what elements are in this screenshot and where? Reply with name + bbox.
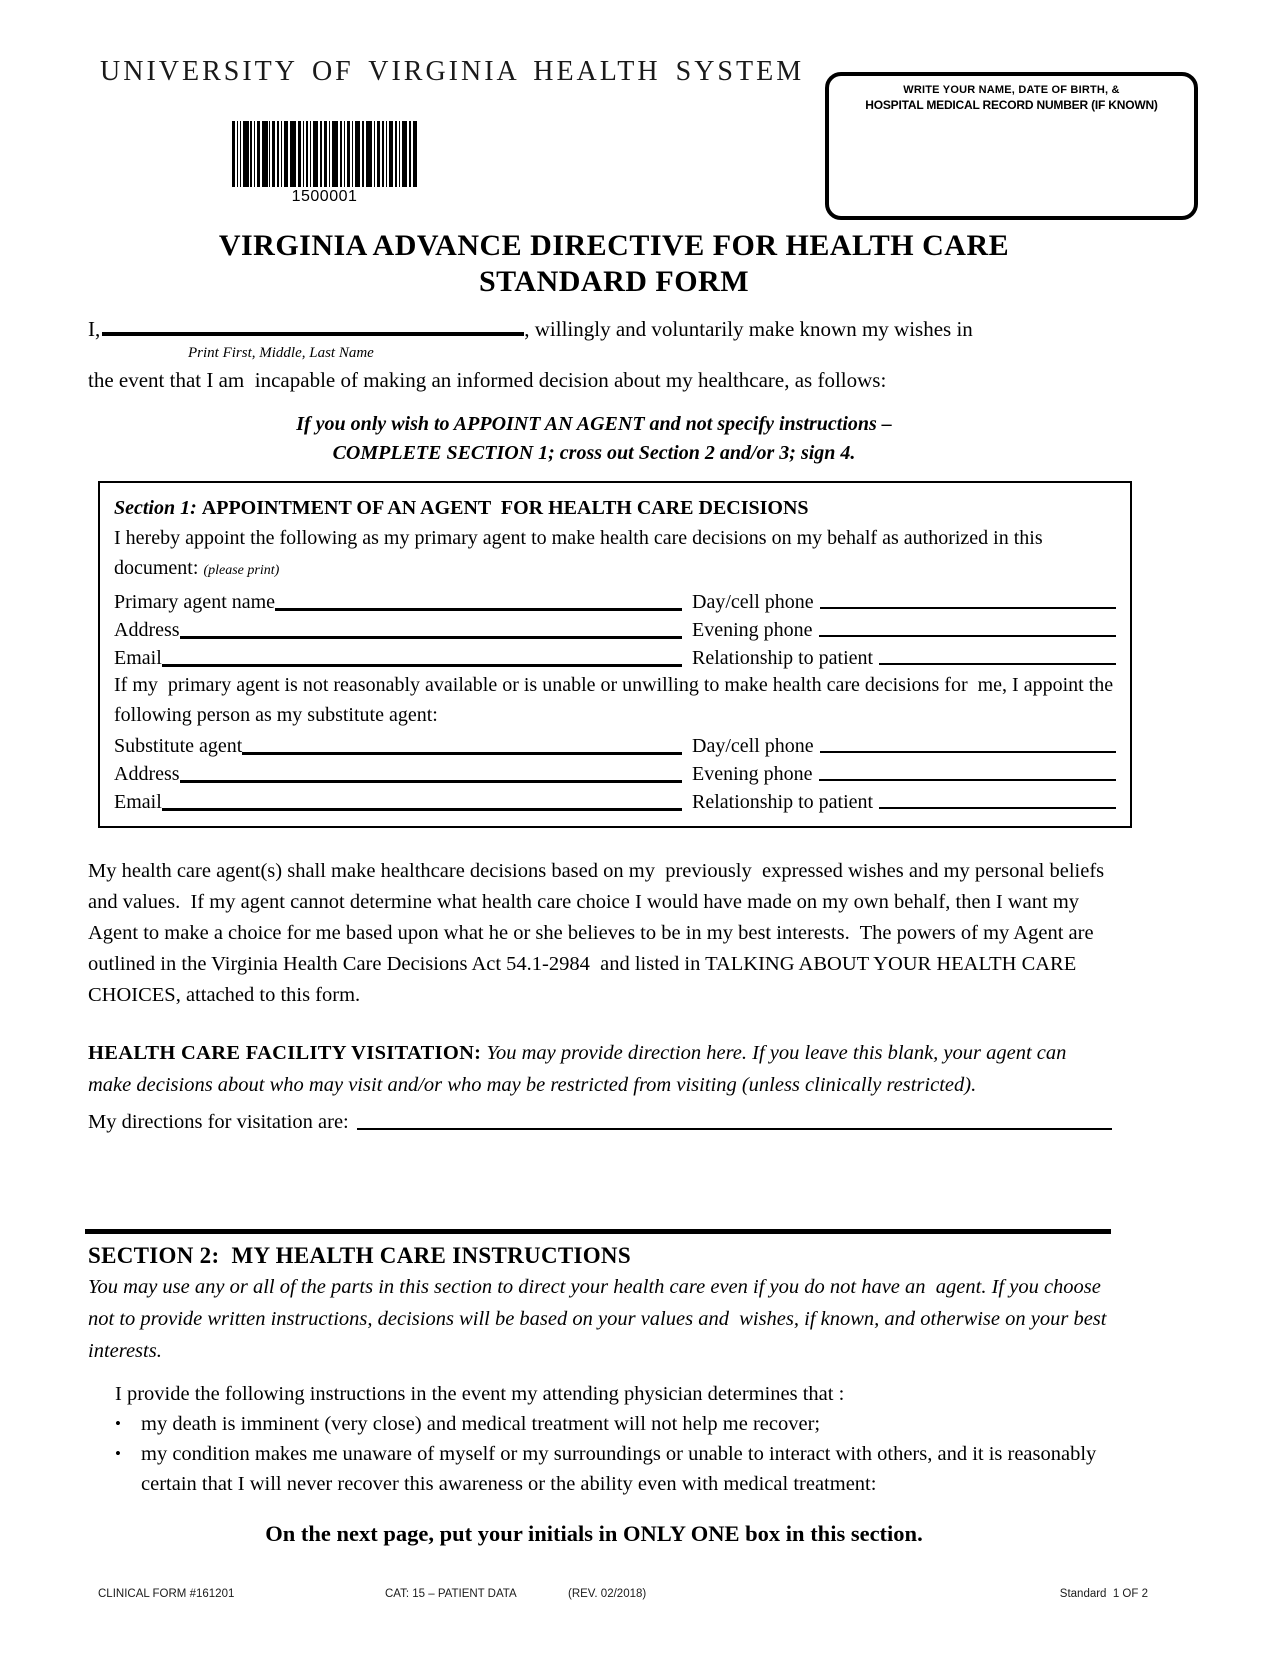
substitute-email-input-line[interactable] bbox=[162, 808, 682, 811]
footer-page-label: Standard 1 OF 2 bbox=[1059, 1588, 1148, 1600]
organization-name: UNIVERSITY OF VIRGINIA HEALTH SYSTEM bbox=[100, 56, 805, 87]
name-format-hint: Print First, Middle, Last Name bbox=[188, 345, 374, 361]
form-title bbox=[88, 228, 1140, 300]
patient-info-write-box[interactable] bbox=[825, 72, 1198, 220]
substitute-address-input-line[interactable] bbox=[180, 780, 682, 783]
footer-form-number: CLINICAL FORM #161201 bbox=[98, 1588, 235, 1600]
section2-heading: SECTION 2: MY HEALTH CARE INSTRUCTIONS bbox=[88, 1243, 631, 1268]
instruction-bullet-1-text: my death is imminent (very close) and medical treatment will not help me recover; bbox=[141, 1413, 821, 1435]
visitation-directions bbox=[88, 1111, 1112, 1134]
field-row-substitute-email bbox=[114, 786, 1116, 814]
declarant-statement bbox=[88, 317, 1140, 342]
bullet-icon: • bbox=[115, 1444, 121, 1463]
section1-heading-text: APPOINTMENT OF AN AGENT FOR HEALTH CARE DECISIONS bbox=[201, 497, 809, 519]
section1-intro-text: I hereby appoint the following as my primary agent to make health care decisions on my behalf as authorized in this document: bbox=[114, 527, 1048, 579]
instruction-bullet-2 bbox=[115, 1439, 1140, 1499]
substitute-agent-name-label: Substitute agent bbox=[114, 735, 243, 757]
primary-evening-phone-input-line[interactable] bbox=[819, 635, 1116, 637]
patient-box-label-line2: HOSPITAL MEDICAL RECORD NUMBER (IF KNOWN) bbox=[865, 98, 1158, 112]
substitute-relationship-label: Relationship to patient bbox=[692, 791, 874, 813]
page-header bbox=[0, 0, 1275, 228]
substitute-agent-intro: If my primary agent is not reasonably available or is unable or unwilling to make health care decisions for me, I appoint the following person as my substitute agent: bbox=[114, 674, 1119, 726]
declarant-statement-line2: the event that I am incapable of making an informed decision about my healthcare, as follows: bbox=[88, 368, 887, 392]
instruction-bullet-1 bbox=[115, 1409, 1140, 1439]
visitation-text: You may provide direction here. If you leave this blank, your agent can make decisions about who may visit and/or who may be restricted from visiting (unless clinically restricted). bbox=[88, 1042, 1072, 1096]
field-row-substitute-agent bbox=[114, 730, 1116, 758]
page-footer bbox=[0, 1588, 1275, 1608]
footer-revision: (REV. 02/2018) bbox=[568, 1588, 647, 1600]
field-row-primary-agent bbox=[114, 586, 1116, 614]
primary-evening-phone-label: Evening phone bbox=[692, 619, 813, 641]
next-page-note: On the next page, put your initials in ONLY ONE box in this section. bbox=[265, 1521, 923, 1546]
patient-box-label-line1: WRITE YOUR NAME, DATE OF BIRTH, & bbox=[903, 84, 1120, 96]
declarant-suffix: , willingly and voluntarily make known my wishes in bbox=[524, 317, 973, 341]
section2-intro: You may use any or all of the parts in this section to direct your health care even if you do not have an agent. If you choose not to provide written instructions, decisions will be based on your values and wishes, if known, and otherwise on your best interests. bbox=[88, 1276, 1112, 1362]
primary-day-cell-phone-input-line[interactable] bbox=[820, 607, 1116, 609]
substitute-relationship-input-line[interactable] bbox=[879, 807, 1116, 809]
footer-category: CAT: 15 – PATIENT DATA bbox=[385, 1588, 517, 1600]
agent-only-notice-line2: COMPLETE SECTION 1; cross out Section 2 and/or 3; sign 4. bbox=[332, 442, 856, 464]
facility-visitation-section bbox=[88, 1037, 1110, 1101]
bullet-icon: • bbox=[115, 1414, 121, 1433]
substitute-email-label: Email bbox=[114, 791, 162, 813]
substitute-address-label: Address bbox=[114, 763, 180, 785]
primary-relationship-label: Relationship to patient bbox=[692, 647, 874, 669]
agent-only-notice-line1: If you only wish to APPOINT AN AGENT and not specify instructions – bbox=[296, 413, 892, 435]
substitute-evening-phone-label: Evening phone bbox=[692, 763, 813, 785]
form-title-line2: STANDARD FORM bbox=[478, 265, 750, 298]
primary-day-cell-phone-label: Day/cell phone bbox=[692, 591, 814, 613]
barcode bbox=[232, 121, 417, 206]
visitation-directions-label: My directions for visitation are: bbox=[88, 1111, 349, 1133]
instruction-bullet-2-text: my condition makes me unaware of myself or my surroundings or unable to interact with others, and it is reasonably certain that I will never recover this awareness or the ability even with medical treatment: bbox=[141, 1443, 1097, 1495]
declarant-name-input-line[interactable] bbox=[102, 330, 524, 336]
barcode-image bbox=[232, 121, 417, 187]
section2-divider bbox=[85, 1229, 1111, 1234]
primary-agent-name-label: Primary agent name bbox=[114, 591, 276, 613]
declarant-prefix: I, bbox=[88, 317, 101, 341]
field-row-substitute-address bbox=[114, 758, 1116, 786]
section1-heading bbox=[114, 493, 1116, 523]
field-row-primary-email bbox=[114, 642, 1116, 670]
section1-label: Section 1: bbox=[114, 497, 197, 519]
substitute-day-cell-phone-input-line[interactable] bbox=[820, 751, 1116, 753]
primary-address-label: Address bbox=[114, 619, 180, 641]
form-body bbox=[88, 228, 1140, 1547]
section1-intro bbox=[114, 523, 1116, 586]
substitute-day-cell-phone-label: Day/cell phone bbox=[692, 735, 814, 757]
substitute-evening-phone-input-line[interactable] bbox=[819, 779, 1116, 781]
primary-relationship-input-line[interactable] bbox=[879, 663, 1116, 665]
section1-box bbox=[98, 481, 1132, 828]
form-title-line1: VIRGINIA ADVANCE DIRECTIVE FOR HEALTH CARE bbox=[218, 229, 1010, 262]
visitation-heading: HEALTH CARE FACILITY VISITATION: bbox=[88, 1042, 482, 1064]
agent-only-notice bbox=[88, 410, 1100, 468]
primary-address-input-line[interactable] bbox=[180, 636, 682, 639]
instructions-lead: I provide the following instructions in the event my attending physician determines that : bbox=[115, 1383, 845, 1405]
barcode-number: 1500001 bbox=[291, 188, 358, 205]
field-row-primary-address bbox=[114, 614, 1116, 642]
primary-agent-name-input-line[interactable] bbox=[275, 608, 682, 611]
agent-authority-paragraph: My health care agent(s) shall make healthcare decisions based on my previously expressed wishes and my personal beliefs and values. If my agent cannot determine what health care choice I would have made on my own behalf, then I want my Agent to make a choice for me based upon what he or she believes to be in my best interests. The powers of my Agent are outlined in the Virginia Health Care Decisions Act 54.1-2984 and listed in TALKING ABOUT YOUR HEALTH CARE CHOICES, attached to this form. bbox=[88, 860, 1110, 1006]
visitation-directions-input-line[interactable] bbox=[357, 1128, 1112, 1130]
substitute-agent-name-input-line[interactable] bbox=[242, 752, 682, 755]
primary-email-label: Email bbox=[114, 647, 162, 669]
please-print-note: (please print) bbox=[203, 563, 280, 578]
primary-email-input-line[interactable] bbox=[162, 664, 682, 667]
